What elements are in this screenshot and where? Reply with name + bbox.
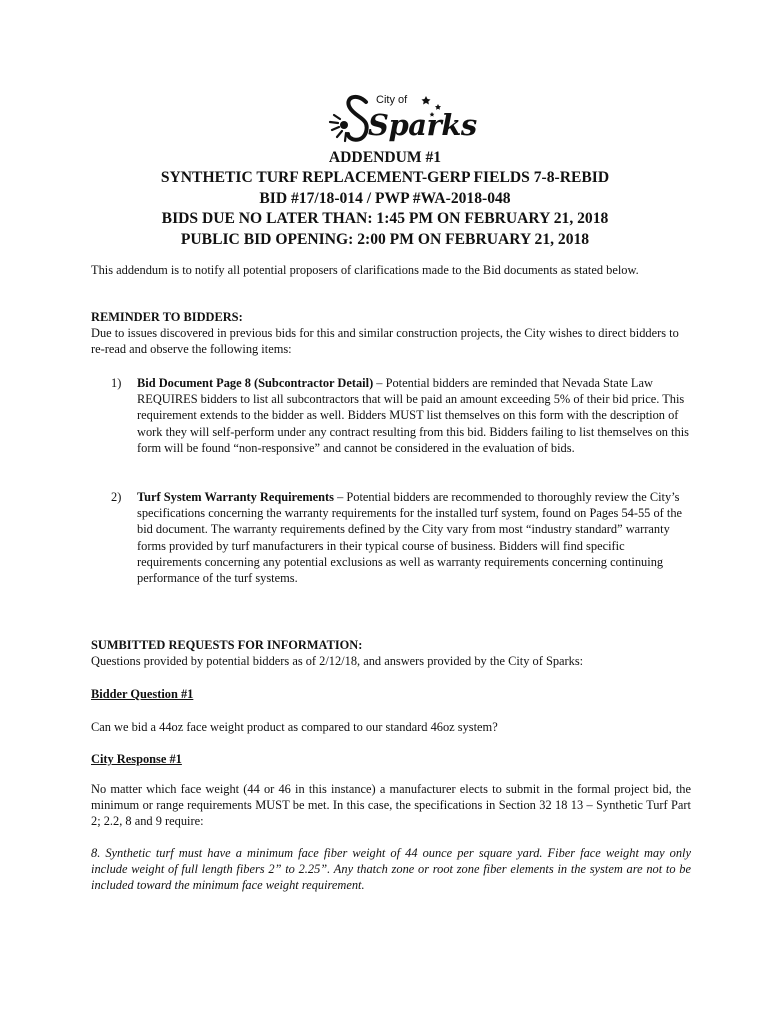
- logo-city-of-text: City of: [376, 94, 408, 106]
- reminder-title: REMINDER TO BIDDERS:: [91, 310, 243, 324]
- question-label: Bidder Question #1: [91, 687, 194, 701]
- heading-bids-due: BIDS DUE NO LATER THAN: 1:45 PM ON FEBRUARY 21, 2018: [161, 210, 609, 228]
- rfi-title: SUMBITTED REQUESTS FOR INFORMATION:: [91, 638, 363, 652]
- reminder-list-2: [111, 489, 691, 586]
- rfi-section: [91, 637, 691, 669]
- list-item-title: Turf System Warranty Requirements: [137, 490, 334, 504]
- list-item-title: Bid Document Page 8 (Subcontractor Detail): [137, 376, 374, 390]
- city-of-sparks-logo: [326, 88, 477, 148]
- intro-paragraph: This addendum is to notify all potential proposers of clarifications made to the Bid documents as stated below.: [91, 263, 639, 277]
- list-item-number: 1): [111, 376, 122, 390]
- list-item-text: – Potential bidders are recommended to thoroughly review the City’s specifications concerning the warranty requirements for the installed turf system, found on Pages 54-55 of the bid document. The warranty requirements defined by the City vary from most “industry standard” warranty forms provided by turf manufacturers in their typical course of business. Bidders will find specific requirements concerning any potential exclusions as well as warranty requirements concerning continuing performance of the turf systems.: [137, 490, 683, 586]
- city-response-text: No matter which face weight (44 or 46 in this instance) a manufacturer elects to submit in the formal project bid, the minimum or range requirements MUST be met. In this case, the specifications in Section 32 18 13 – Synthetic Turf Part 2; 2.2, 8 and 9 require:: [91, 782, 691, 829]
- heading-addendum-number: ADDENDUM #1: [328, 149, 442, 166]
- heading-bid-number: BID #17/18-014 / PWP #WA-2018-048: [259, 189, 511, 207]
- city-response-label: [91, 751, 691, 767]
- heading-bid-opening: PUBLIC BID OPENING: 2:00 PM ON FEBRUARY 21, 2018: [180, 230, 590, 248]
- reminder-section: [91, 309, 691, 358]
- response-label: City Response #1: [91, 752, 182, 766]
- reminder-list: [111, 375, 691, 456]
- bidder-question-text: Can we bid a 44oz face weight product as compared to our standard 46oz system?: [91, 720, 498, 734]
- bidder-question-label: [91, 686, 691, 702]
- list-item-text: – Potential bidders are reminded that Nevada State Law REQUIRES bidders to list all subcontractors that will be paid an amount exceeding 5% of their bid price. This requirement extends to the bidder as well. Bidders MUST list themselves on this form with the description of work they will self-perform under any contract resulting from this bid. Bidders failing to list themselves on this form will be found “non-responsive” and cannot be considered in the evaluation of bids.: [137, 376, 689, 455]
- rfi-text: Questions provided by potential bidders as of 2/12/18, and answers provided by the City of Sparks:: [91, 654, 584, 669]
- list-item: [111, 489, 691, 586]
- addendum-heading: [80, 148, 690, 250]
- specification-quote: 8. Synthetic turf must have a minimum face fiber weight of 44 ounce per square yard. Fiber face weight may only include weight of full length fibers 2” to 2.25”. Any thatch zone or root zone fiber elements in the system are not to be included toward the minimum face weight requirement.: [91, 846, 691, 893]
- heading-project-title: SYNTHETIC TURF REPLACEMENT-GERP FIELDS 7-8-REBID: [160, 169, 610, 187]
- logo-sparks-text: Sparks: [368, 108, 477, 142]
- list-item: [111, 375, 691, 456]
- reminder-text: Due to issues discovered in previous bids for this and similar construction projects, the City wishes to direct bidders to re-read and observe the following items:: [91, 326, 679, 357]
- list-item-number: 2): [111, 490, 122, 504]
